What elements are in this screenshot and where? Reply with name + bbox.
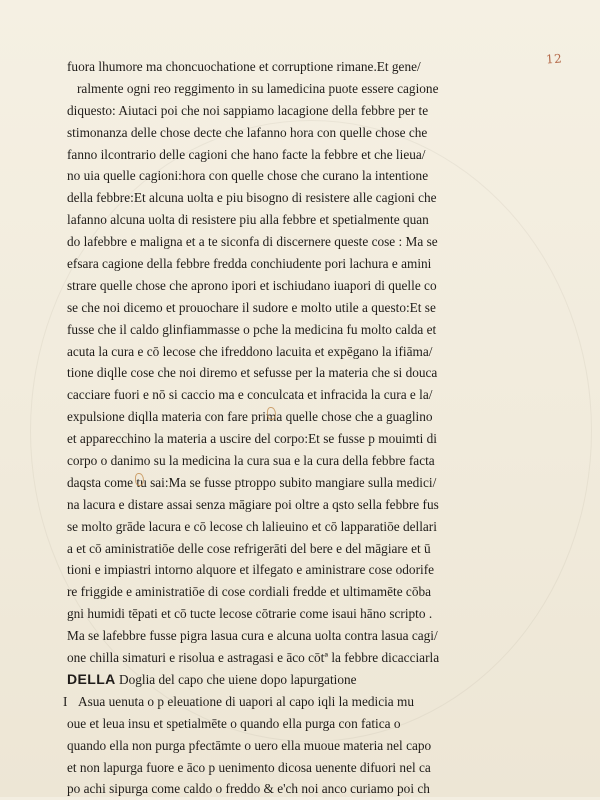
- section-heading-rest: Doglia del capo che uiene dopo lapurgatione: [115, 671, 357, 687]
- text-line: do lafebbre e maligna et a te siconfa di discernere queste cose : Ma se: [67, 234, 438, 250]
- guide-letter: I: [63, 693, 68, 709]
- text-line: na lacura e distare assai senza māgiare poi oltre a qsto sella febbre fus: [67, 496, 439, 512]
- text-line: Ma se lafebbre fusse pigra lasua cura e alcuna uolta contra lasua cagi/: [67, 628, 438, 644]
- text-line: re friggide e aministratiōe di cose cordiali fredde et ultimamēte cōba: [67, 584, 432, 600]
- text-line: acuta la cura e cō lecose che ifreddono lacuita et expēgano la ifiāma/: [67, 343, 433, 359]
- section-first-line: [63, 691, 497, 713]
- text-line: po achi sipurga come caldo o freddo & e'ch noi anco curiamo poi ch: [67, 781, 430, 797]
- text-line: tione diqlle cose che noi diremo et sefusse per la materia che si douca: [67, 365, 438, 381]
- text-line: gni humidi tēpati et cō tucte lecose cōtrarie come isaui hāno scripto .: [67, 606, 433, 622]
- rubrication-mark: [267, 407, 276, 420]
- text-line: expulsione diqlla materia con fare prima quelle chose che a guaglino: [67, 409, 433, 425]
- text-line: fusse che il caldo glinfiammasse o pche la medicina fu molto calda et: [67, 321, 437, 337]
- text-line: fuora lhumore ma choncuochatione et corruptione rimane.Et gene/: [67, 59, 421, 74]
- text-line: strare quelle chose che aprono ipori et ischiudano iuapori di quelle co: [67, 277, 437, 293]
- text-line: Asua uenuta o p eleuatione di uapori al capo iqli la medicia mu: [78, 693, 415, 709]
- text-line: oue et leua insu et spetialmēte o quando ella purga con fatica o: [67, 715, 401, 731]
- text-line: fanno ilcontrario delle cagioni che hano facte la febbre et che lieua/: [67, 146, 426, 162]
- text-line: corpo o danimo su la medicina la cura sua e la cura della febbre facta: [67, 453, 435, 469]
- section-heading: [67, 669, 497, 691]
- text-line: se che noi dicemo et prouochare il sudore e molto utile a questo:Et se: [67, 299, 436, 315]
- text-line: stimonanza delle chose decte che lafanno hora con quelle chose che: [67, 124, 428, 140]
- text-line: efsara cagione della febbre fredda conchiudente pori lachura e amini: [67, 256, 432, 272]
- text-line: cacciare fuori e nō si caccio ma e conculcata et infracida la cura e la/: [67, 387, 433, 403]
- text-line: ralmente ogni reo reggimento in su lamedicina puote essere cagione: [77, 80, 439, 96]
- text-line: no uia quelle cagioni:hora con quelle chose che curano la intentione: [67, 168, 429, 184]
- text-line: et non lapurga fuore e āco p uenimento dicosa uenente difuori nel ca: [67, 759, 431, 775]
- folio-number: 12: [545, 51, 563, 67]
- main-text-block: [63, 56, 497, 800]
- text-line: a et cō aministratiōe delle cose refrigerāti del bere e del māgiare et ū: [67, 540, 431, 556]
- text-line: se molto grāde lacura e cō lecose ch lalieuino et cō lapparatiōe dellari: [67, 518, 437, 534]
- text-line: et apparecchino la materia a uscire del corpo:Et se fusse p mouimti di: [67, 431, 437, 447]
- rubrication-mark: [135, 473, 144, 486]
- text-line: tioni e impiastri intorno alquore et ilfegato e aministrare cose odorife: [67, 562, 435, 578]
- text-line: lafanno alcuna uolta di resistere piu alla febbre et spetialmente quan: [67, 212, 429, 228]
- text-line: daqsta come tu sai:Ma se fusse ptroppo subito mangiare sulla medici/: [67, 474, 437, 490]
- section-heading-caps: DELLA: [67, 670, 116, 687]
- text-line: diquesto: Aiutaci poi che noi sappiamo lacagione della febbre per te: [67, 102, 429, 118]
- text-line: della febbre:Et alcuna uolta e piu bisogno di resistere alle cagioni che: [67, 190, 437, 206]
- text-line: quando ella non purga pfectāmte o uero ella muoue materia nel capo: [67, 737, 432, 753]
- text-line: one chilla simaturi e risolua e astragasi e āco cōtª la febbre dicacciarla: [67, 650, 440, 666]
